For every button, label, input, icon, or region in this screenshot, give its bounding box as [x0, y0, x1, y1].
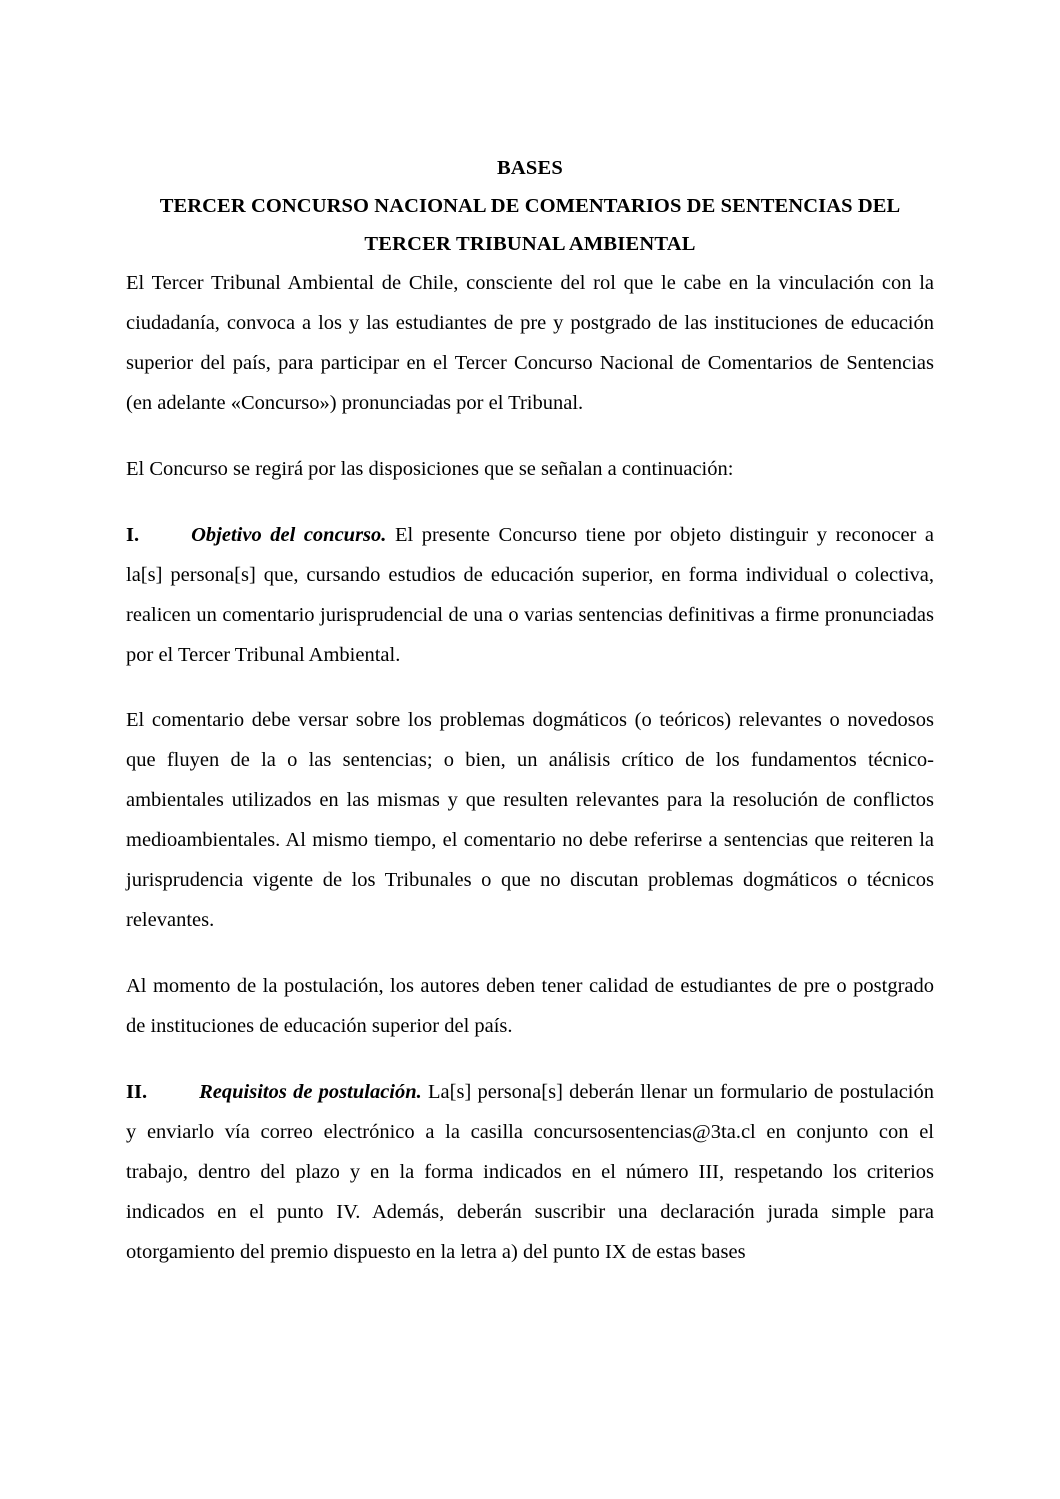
item-one-heading: Objetivo del concurso. — [191, 523, 387, 546]
paragraph-item-two — [126, 1073, 934, 1273]
paragraph-applicant-status: Al momento de la postulación, los autores deben tener calidad de estudiantes de pre o postgrado de instituciones de educación superior del país. — [126, 975, 934, 1038]
paragraph-intro: El Tercer Tribunal Ambiental de Chile, consciente del rol que le cabe en la vinculación con la ciudadanía, convoca a los y las estudiantes de pre y postgrado de las instituciones de educación superior del país, para participar en el Tercer Concurso Nacional de Comentarios de Sentencias (en adelante «Concurso») pronunciadas por el Tribunal. — [126, 271, 934, 414]
item-one-text: El presente Concurso tiene por objeto distinguir y reconocer a la[s] persona[s] que, cursando estudios de educación superior, en forma individual o colectiva, realicen un comentario jurisprudencial de una o varias sentencias definitivas a firme pronunciadas por el Tercer Tribunal Ambiental. — [126, 523, 935, 666]
title-line-1: BASES — [497, 157, 563, 179]
item-two-heading: Requisitos de postulación. — [199, 1081, 422, 1104]
paragraph-rules-intro: El Concurso se regirá por las disposiciones que se señalan a continuación: — [126, 457, 734, 480]
title-line-3: TERCER TRIBUNAL AMBIENTAL — [364, 232, 696, 255]
paragraph-comment-scope: El comentario debe versar sobre los problemas dogmáticos (o teóricos) relevantes o novedosos que fluyen de la o las sentencias; o bien, un análisis crítico de los fundamentos técnico-ambientales utilizados en las mismas y que resulten relevantes para la resolución de conflictos medioambientales. Al mismo tiempo, el comentario no debe referirse a sentencias que reiteren la jurisprudencia vigente de los Tribunales o que no discutan problemas dogmáticos o técnicos relevantes. — [126, 709, 934, 932]
page-title — [126, 150, 934, 264]
item-one-number: I. — [126, 523, 140, 546]
title-line-2: TERCER CONCURSO NACIONAL DE COMENTARIOS DE SENTENCIAS DEL — [159, 194, 901, 217]
item-two-number: II. — [126, 1081, 148, 1104]
item-two-text: La[s] persona[s] deberán llenar un formulario de postulación y enviarlo vía correo electrónico a la casilla concursosentencias@3ta.cl en conjunto con el trabajo, dentro del plazo y en la forma indicados en el número III, respetando los criterios indicados en el punto IV. Además, deberán suscribir una declaración jurada simple para otorgamiento del premio dispuesto en la letra a) del punto IX de estas bases — [126, 1081, 935, 1264]
paragraph-item-one — [126, 516, 934, 676]
